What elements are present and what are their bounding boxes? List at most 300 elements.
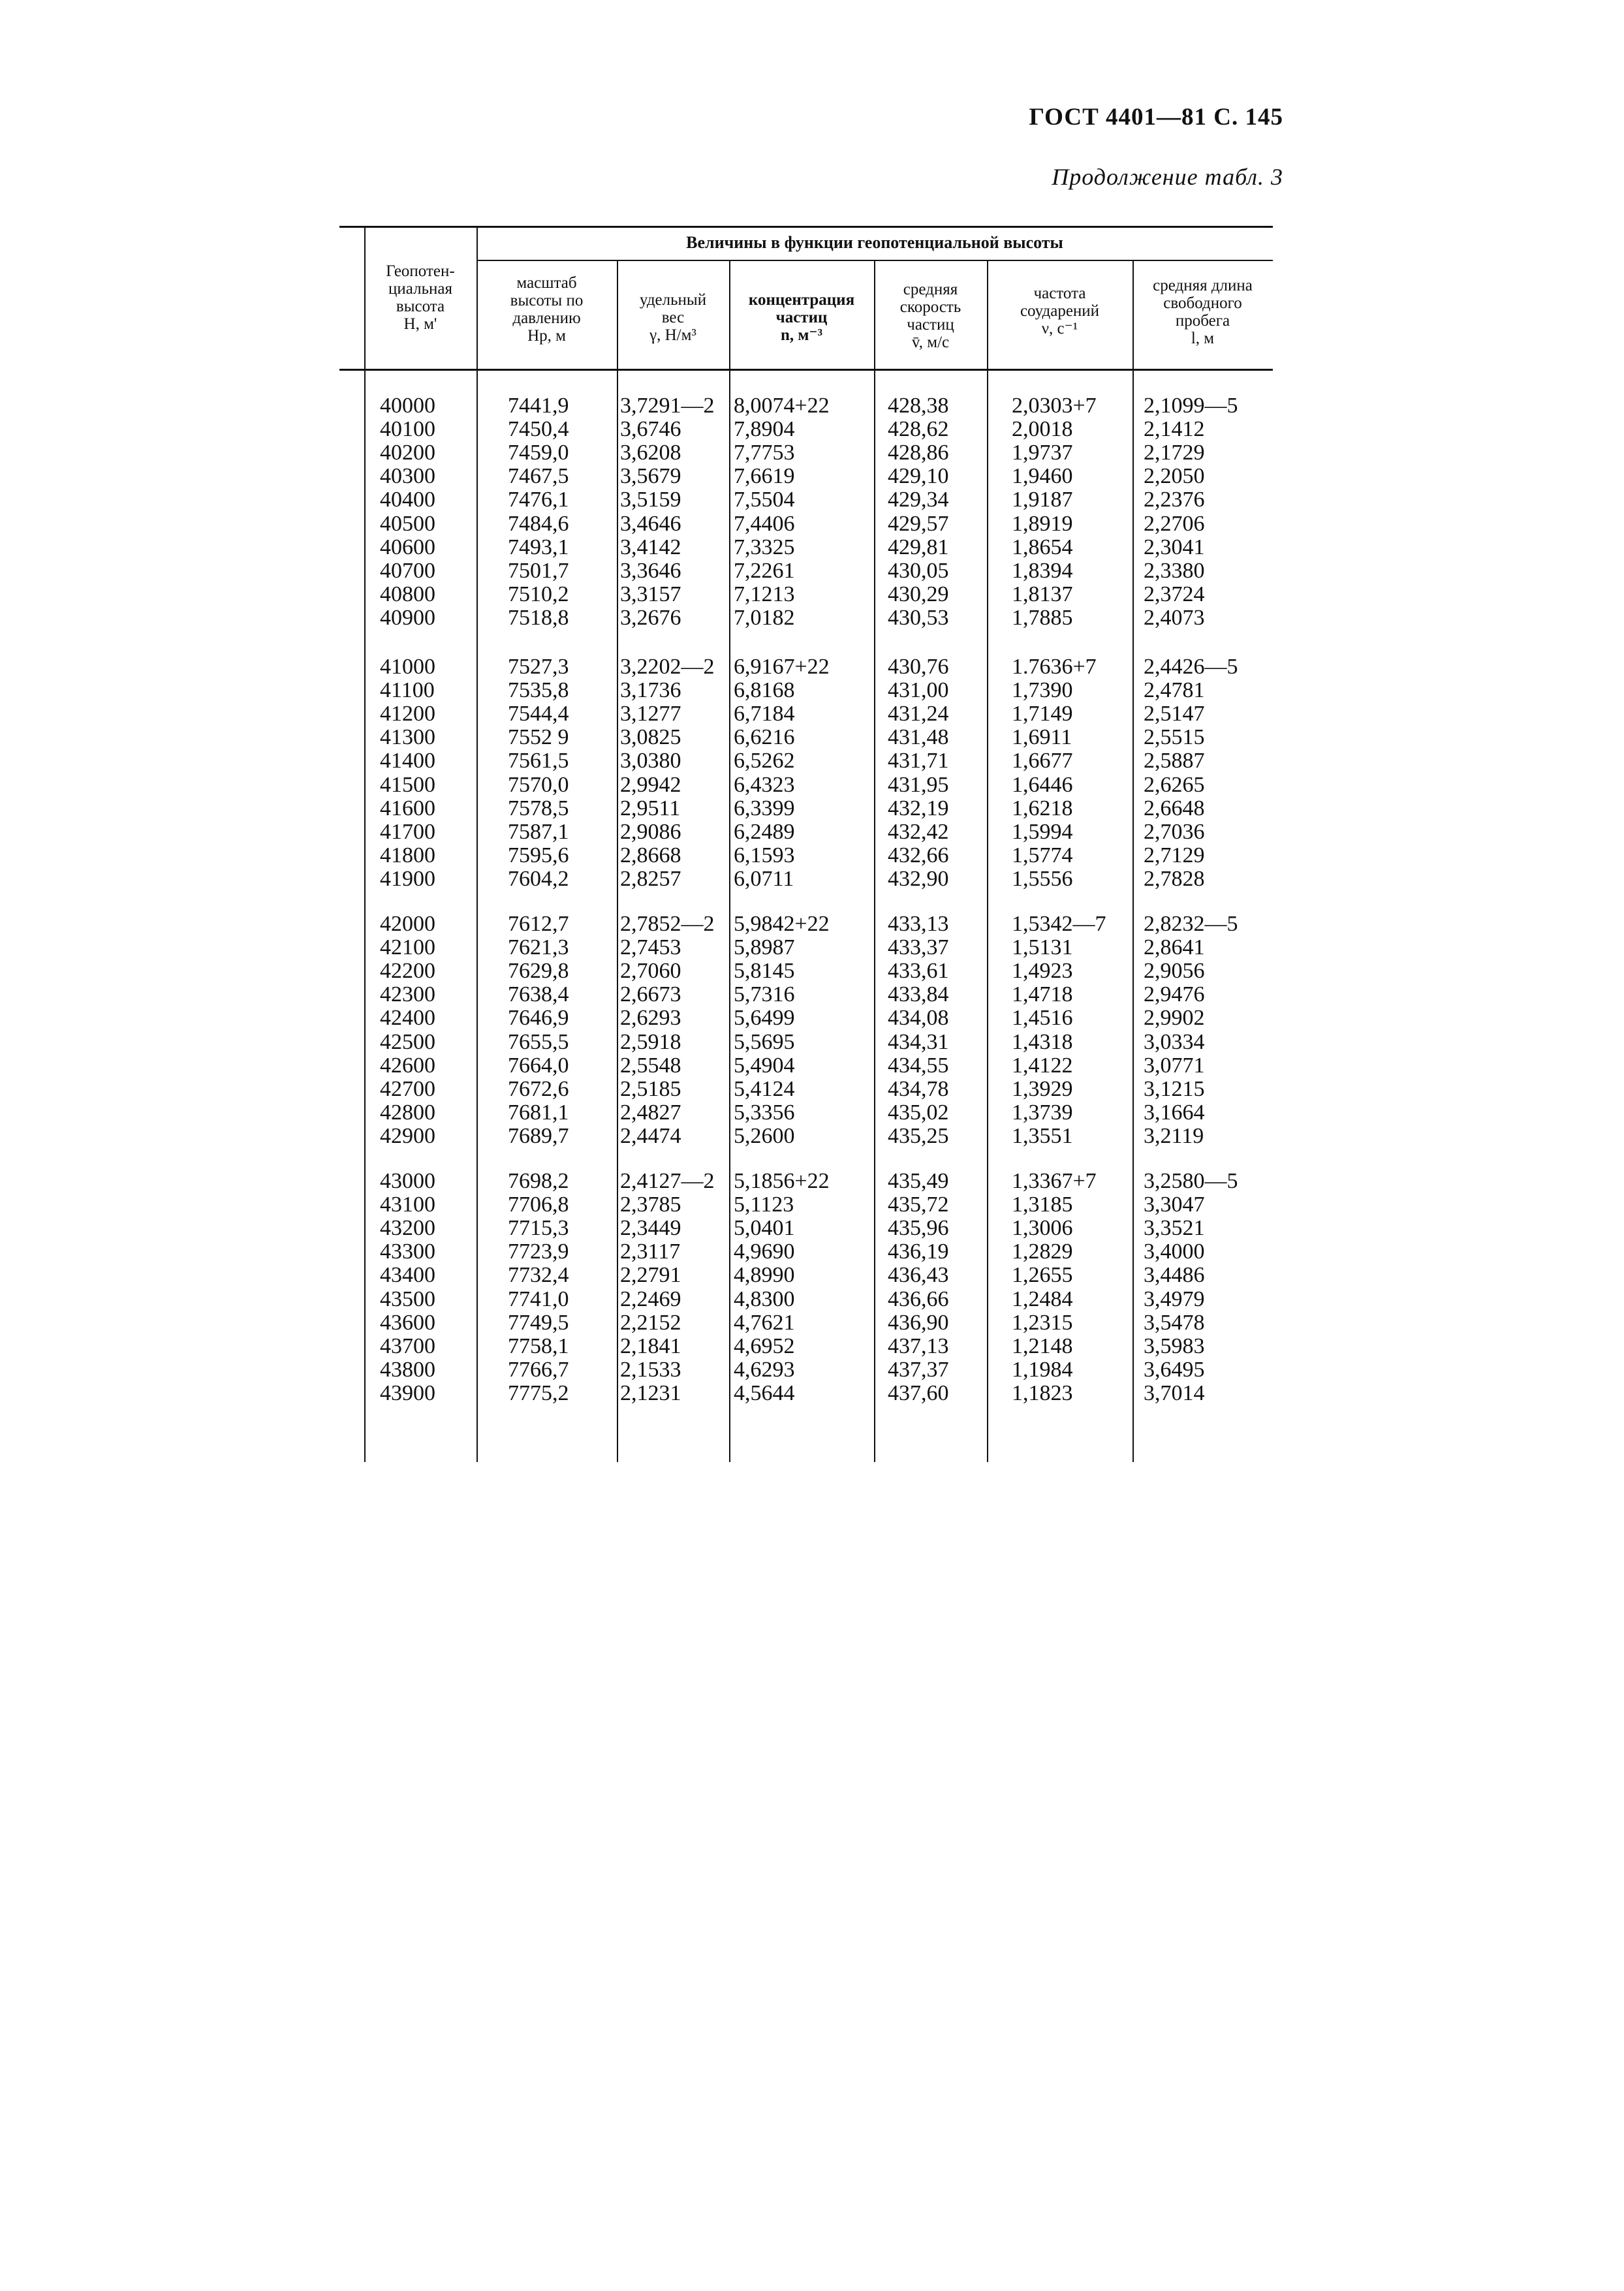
table-cell: 2,5887 [1144, 749, 1205, 773]
column-header [367, 262, 474, 333]
table-cell: 43000 [380, 1169, 435, 1193]
table-cell: 2,0018 [1012, 417, 1073, 442]
table-cell: 1,6218 [1012, 796, 1073, 820]
table-cell: 7501,7 [508, 558, 569, 583]
table-cell: 7535,8 [508, 678, 569, 703]
table-cell: 1,2655 [1012, 1263, 1073, 1288]
table-cell: 43200 [380, 1216, 435, 1241]
table-cell: 435,49 [888, 1169, 949, 1193]
table-cell: 2,7453 [620, 935, 681, 960]
table-cell: 7741,0 [508, 1286, 569, 1311]
table-cell: 7732,4 [508, 1263, 569, 1288]
table-cell: 7766,7 [508, 1357, 569, 1382]
table-cell: 2,3117 [620, 1239, 681, 1264]
table-cell: 432,42 [888, 819, 949, 844]
column-header-line: пробега [1175, 312, 1230, 330]
table-cell: 3,4486 [1144, 1263, 1205, 1288]
table-cell: 40600 [380, 535, 435, 559]
column-header-line: удельный [639, 291, 707, 309]
table-cell: 5,6499 [734, 1006, 795, 1031]
table-cell: 7612,7 [508, 912, 569, 936]
table-cell: 429,34 [888, 488, 949, 512]
table-cell: 7672,6 [508, 1076, 569, 1101]
table-cell: 7,5504 [734, 488, 795, 512]
table-cell: 433,37 [888, 935, 949, 960]
table-cell: 2,2706 [1144, 511, 1205, 536]
table-cell: 3,7014 [1144, 1380, 1205, 1405]
table-cell: 2,3785 [620, 1192, 681, 1217]
table-cell: 7604,2 [508, 866, 569, 891]
column-header-line: средняя длина [1153, 277, 1253, 294]
table-cell: 5,8145 [734, 959, 795, 984]
table-cell: 7,2261 [734, 558, 795, 583]
column-header-line: свободного [1163, 294, 1242, 312]
table-cell: 43300 [380, 1239, 435, 1264]
table-cell: 2,5918 [620, 1029, 681, 1054]
table-cell: 3,3646 [620, 558, 681, 583]
table-cell: 2,9056 [1144, 959, 1205, 984]
table-cell: 41800 [380, 843, 435, 867]
table-cell: 7646,9 [508, 1006, 569, 1031]
column-header-line: вес [661, 309, 685, 326]
column-divider [364, 226, 366, 1462]
table-cell: 5,9842+22 [734, 912, 830, 936]
column-header-line: скорость [899, 298, 961, 316]
table-cell: 1,7885 [1012, 605, 1073, 630]
column-divider [617, 260, 618, 1462]
table-cell: 1,4318 [1012, 1029, 1073, 1054]
table-cell: 2,3449 [620, 1216, 681, 1241]
table-cell: 428,38 [888, 394, 949, 418]
table-cell: 7,7753 [734, 441, 795, 465]
table-cell: 429,81 [888, 535, 949, 559]
table-cell: 40700 [380, 558, 435, 583]
table-cell: 429,57 [888, 511, 949, 536]
table-cell: 5,7316 [734, 982, 795, 1007]
column-header-line: частота [1033, 285, 1086, 302]
column-header-line: H, м' [403, 315, 437, 333]
table-cell: 432,66 [888, 843, 949, 867]
table-cell: 3,2676 [620, 605, 681, 630]
table-cell: 2,7129 [1144, 843, 1205, 867]
table-cell: 40300 [380, 464, 435, 489]
table-cell: 437,37 [888, 1357, 949, 1382]
table-cell: 4,8990 [734, 1263, 795, 1288]
table-cell: 2,6673 [620, 982, 681, 1007]
table-cell: 436,19 [888, 1239, 949, 1264]
table-cell: 3,4000 [1144, 1239, 1205, 1264]
table-cell: 2,8232—5 [1144, 912, 1238, 936]
table-cell: 433,61 [888, 959, 949, 984]
table-cell: 7638,4 [508, 982, 569, 1007]
table-cell: 2,2469 [620, 1286, 681, 1311]
table-cell: 3,6208 [620, 441, 681, 465]
table-cell: 3,2580—5 [1144, 1169, 1238, 1193]
column-divider [476, 226, 478, 1462]
column-header-line: средняя [903, 281, 958, 298]
table-cell: 1,3185 [1012, 1192, 1073, 1217]
table-cell: 1,6446 [1012, 772, 1073, 797]
table-cell: 6,4323 [734, 772, 795, 797]
table-cell: 1,7149 [1012, 702, 1073, 726]
table-cell: 437,13 [888, 1333, 949, 1358]
table-cell: 3,4142 [620, 535, 681, 559]
table-cell: 1,5342—7 [1012, 912, 1106, 936]
column-divider [987, 260, 988, 1462]
table-cell: 43100 [380, 1192, 435, 1217]
column-header [877, 281, 984, 351]
table-cell: 1,4718 [1012, 982, 1073, 1007]
table-cell: 2,4127—2 [620, 1169, 715, 1193]
table-cell: 2,7852—2 [620, 912, 715, 936]
table-cell: 2,0303+7 [1012, 394, 1097, 418]
column-header-line: ν, с⁻¹ [1041, 320, 1078, 337]
table-cell: 430,53 [888, 605, 949, 630]
table-cell: 1,4122 [1012, 1053, 1073, 1078]
table-cell: 1,3929 [1012, 1076, 1073, 1101]
column-header-line: n, м⁻³ [780, 326, 823, 344]
table-cell: 41200 [380, 702, 435, 726]
table-cell: 3,5159 [620, 488, 681, 512]
table-cell: 41300 [380, 725, 435, 750]
table-cell: 2,5515 [1144, 725, 1205, 750]
table-cell: 3,0380 [620, 749, 681, 773]
table-cell: 43400 [380, 1263, 435, 1288]
table-cell: 434,31 [888, 1029, 949, 1054]
table-cell: 43800 [380, 1357, 435, 1382]
column-header-line: γ, Н/м³ [649, 326, 696, 344]
table-cell: 1,8919 [1012, 511, 1073, 536]
table-cell: 7,1213 [734, 582, 795, 606]
table-cell: 428,62 [888, 417, 949, 442]
table-cell: 8,0074+22 [734, 394, 830, 418]
table-cell: 7,8904 [734, 417, 795, 442]
table-cell: 7698,2 [508, 1169, 569, 1193]
table-cell: 433,13 [888, 912, 949, 936]
table-cell: 42400 [380, 1006, 435, 1031]
table-cell: 41400 [380, 749, 435, 773]
table-cell: 40500 [380, 511, 435, 536]
table-cell: 1,9460 [1012, 464, 1073, 489]
table-cell: 7510,2 [508, 582, 569, 606]
table-cell: 431,00 [888, 678, 949, 703]
table-cell: 7450,4 [508, 417, 569, 442]
table-cell: 1,4516 [1012, 1006, 1073, 1031]
column-header-line: Геопотен- [386, 262, 455, 280]
table-cell: 1.7636+7 [1012, 655, 1097, 679]
table-cell: 43700 [380, 1333, 435, 1358]
table-cell: 4,7621 [734, 1310, 795, 1335]
table-cell: 1,3006 [1012, 1216, 1073, 1241]
table-cell: 2,9942 [620, 772, 681, 797]
table-cell: 436,66 [888, 1286, 949, 1311]
table-cell: 42500 [380, 1029, 435, 1054]
table-cell: 1,2148 [1012, 1333, 1073, 1358]
table-cell: 2,2376 [1144, 488, 1205, 512]
table-cell: 434,78 [888, 1076, 949, 1101]
table-cell: 6,1593 [734, 843, 795, 867]
table-cell: 1,2829 [1012, 1239, 1073, 1264]
table-cell: 7518,8 [508, 605, 569, 630]
table-cell: 6,5262 [734, 749, 795, 773]
table-cell: 3,5679 [620, 464, 681, 489]
table-cell: 1,5131 [1012, 935, 1073, 960]
table-cell: 5,1856+22 [734, 1169, 830, 1193]
column-header-line: v̄, м/с [911, 334, 950, 351]
table-cell: 435,72 [888, 1192, 949, 1217]
table-top-rule [339, 226, 1273, 228]
table-cell: 1,4923 [1012, 959, 1073, 984]
table-cell: 430,29 [888, 582, 949, 606]
table-cell: 430,05 [888, 558, 949, 583]
table-cell: 7,4406 [734, 511, 795, 536]
table-cell: 3,5983 [1144, 1333, 1205, 1358]
table-cell: 4,6293 [734, 1357, 795, 1382]
table-cell: 1,3739 [1012, 1100, 1073, 1125]
table-cell: 5,2600 [734, 1123, 795, 1148]
table-cell: 1,1984 [1012, 1357, 1073, 1382]
table-cell: 1,5994 [1012, 819, 1073, 844]
table-cell: 431,24 [888, 702, 949, 726]
table-cell: 7570,0 [508, 772, 569, 797]
table-cell: 6,8168 [734, 678, 795, 703]
table-cell: 3,7291—2 [620, 394, 715, 418]
table-cell: 40400 [380, 488, 435, 512]
column-divider [874, 260, 875, 1462]
table-cell: 7587,1 [508, 819, 569, 844]
table-cell: 2,6293 [620, 1006, 681, 1031]
table-cell: 7595,6 [508, 843, 569, 867]
table-cell: 7775,2 [508, 1380, 569, 1405]
table-cell: 2,6648 [1144, 796, 1205, 820]
table-cell: 1,7390 [1012, 678, 1073, 703]
table-cell: 435,96 [888, 1216, 949, 1241]
table-cell: 7467,5 [508, 464, 569, 489]
table-cell: 7621,3 [508, 935, 569, 960]
column-header [619, 291, 726, 344]
table-cell: 40200 [380, 441, 435, 465]
table-cell: 3,0825 [620, 725, 681, 750]
table-cell: 6,0711 [734, 866, 794, 891]
table-cell: 1,1823 [1012, 1380, 1073, 1405]
table-cell: 2,4426—5 [1144, 655, 1238, 679]
table-cell: 1,2315 [1012, 1310, 1073, 1335]
table-cell: 41000 [380, 655, 435, 679]
table-cell: 7706,8 [508, 1192, 569, 1217]
table-cell: 2,5548 [620, 1053, 681, 1078]
table-cell: 431,48 [888, 725, 949, 750]
table-cell: 436,43 [888, 1263, 949, 1288]
table-cell: 3,4646 [620, 511, 681, 536]
table-cell: 40100 [380, 417, 435, 442]
table-cell: 2,5147 [1144, 702, 1205, 726]
table-cell: 2,4781 [1144, 678, 1205, 703]
table-cell: 1,3551 [1012, 1123, 1073, 1148]
table-cell: 7544,4 [508, 702, 569, 726]
table-cell: 6,6216 [734, 725, 795, 750]
table-cell: 6,2489 [734, 819, 795, 844]
table-cell: 7,6619 [734, 464, 795, 489]
table-cell: 3,6495 [1144, 1357, 1205, 1382]
table-cell: 7484,6 [508, 511, 569, 536]
column-header-line: масштаб [516, 274, 577, 292]
table-cell: 41600 [380, 796, 435, 820]
table-cell: 5,4124 [734, 1076, 795, 1101]
table-cell: 5,0401 [734, 1216, 795, 1241]
column-header [479, 274, 614, 345]
table-cell: 1,9737 [1012, 441, 1073, 465]
table-cell: 2,2791 [620, 1263, 681, 1288]
table-cell: 434,55 [888, 1053, 949, 1078]
table-cell: 3,3157 [620, 582, 681, 606]
table-cell: 2,1231 [620, 1380, 681, 1405]
table-cell: 7664,0 [508, 1053, 569, 1078]
table-cell: 2,7036 [1144, 819, 1205, 844]
table-cell: 2,8257 [620, 866, 681, 891]
table-cell: 2,1533 [620, 1357, 681, 1382]
table-cell: 1,6677 [1012, 749, 1073, 773]
column-header-line: давлению [512, 309, 581, 327]
table-cell: 41100 [380, 678, 435, 703]
column-header-line: циальная [388, 280, 452, 298]
table-cell: 5,5695 [734, 1029, 795, 1054]
table-cell: 2,2050 [1144, 464, 1205, 489]
table-cell: 3,2119 [1144, 1123, 1204, 1148]
table-cell: 3,1664 [1144, 1100, 1205, 1125]
table-cell: 7441,9 [508, 394, 569, 418]
table-cell: 7527,3 [508, 655, 569, 679]
table-cell: 43600 [380, 1310, 435, 1335]
table-cell: 7459,0 [508, 441, 569, 465]
table-cell: 4,9690 [734, 1239, 795, 1264]
table-cell: 5,8987 [734, 935, 795, 960]
table-cell: 7578,5 [508, 796, 569, 820]
table-cell: 7723,9 [508, 1239, 569, 1264]
table-cell: 434,08 [888, 1006, 949, 1031]
table-cell: 5,4904 [734, 1053, 795, 1078]
table-cell: 1,2484 [1012, 1286, 1073, 1311]
table-cell: 6,9167+22 [734, 655, 830, 679]
table-cell: 7681,1 [508, 1100, 569, 1125]
table-cell: 1,9187 [1012, 488, 1073, 512]
table-cell: 42700 [380, 1076, 435, 1101]
table-cell: 41500 [380, 772, 435, 797]
table-cell: 7552 9 [508, 725, 569, 750]
table-cell: 7476,1 [508, 488, 569, 512]
table-cell: 3,1736 [620, 678, 681, 703]
table-cell: 40900 [380, 605, 435, 630]
table-cell: 7715,3 [508, 1216, 569, 1241]
column-header-line: частиц [775, 309, 828, 326]
column-header [1135, 277, 1270, 347]
table-cell: 42100 [380, 935, 435, 960]
table-cell: 2,7828 [1144, 866, 1205, 891]
table-cell: 41700 [380, 819, 435, 844]
table-cell: 431,71 [888, 749, 949, 773]
column-header-line: высоты по [510, 292, 584, 309]
table-cell: 2,1729 [1144, 441, 1205, 465]
table-cell: 4,5644 [734, 1380, 795, 1405]
table-cell: 3,3047 [1144, 1192, 1205, 1217]
table-cell: 2,8641 [1144, 935, 1205, 960]
table-cell: 42200 [380, 959, 435, 984]
column-header [732, 291, 871, 344]
table-cell: 7689,7 [508, 1123, 569, 1148]
table-cell: 1,8137 [1012, 582, 1073, 606]
column-header-line: высота [396, 298, 445, 315]
table-cell: 7629,8 [508, 959, 569, 984]
table-cell: 2,1412 [1144, 417, 1205, 442]
table-cell: 2,9476 [1144, 982, 1205, 1007]
table-cell: 6,3399 [734, 796, 795, 820]
table-cell: 40800 [380, 582, 435, 606]
table-continuation-label: Продолжение табл. 3 [1052, 164, 1283, 190]
table-cell: 3,2202—2 [620, 655, 715, 679]
table-cell: 7,3325 [734, 535, 795, 559]
table-cell: 7655,5 [508, 1029, 569, 1054]
table-cell: 429,10 [888, 464, 949, 489]
page-header: ГОСТ 4401—81 С. 145 [1029, 104, 1283, 131]
table-cell: 6,7184 [734, 702, 795, 726]
table-cell: 4,8300 [734, 1286, 795, 1311]
table-cell: 4,6952 [734, 1333, 795, 1358]
table-cell: 431,95 [888, 772, 949, 797]
table-cell: 7758,1 [508, 1333, 569, 1358]
column-header-line: l, м [1191, 330, 1215, 347]
table-cell: 2,2152 [620, 1310, 681, 1335]
table-cell: 2,1099—5 [1144, 394, 1238, 418]
table-cell: 5,1123 [734, 1192, 794, 1217]
table-cell: 42900 [380, 1123, 435, 1148]
table-cell: 2,7060 [620, 959, 681, 984]
table-cell: 41900 [380, 866, 435, 891]
table-cell: 433,84 [888, 982, 949, 1007]
table-cell: 3,4979 [1144, 1286, 1205, 1311]
table-cell: 2,1841 [620, 1333, 681, 1358]
table-cell: 7749,5 [508, 1310, 569, 1335]
column-header [990, 285, 1130, 337]
table-cell: 3,3521 [1144, 1216, 1205, 1241]
table-cell: 40000 [380, 394, 435, 418]
table-cell: 43900 [380, 1380, 435, 1405]
table-cell: 7493,1 [508, 535, 569, 559]
table-cell: 3,0334 [1144, 1029, 1205, 1054]
table-cell: 43500 [380, 1286, 435, 1311]
table-cell: 2,8668 [620, 843, 681, 867]
table-cell: 1,5556 [1012, 866, 1073, 891]
table-cell: 436,90 [888, 1310, 949, 1335]
table-cell: 2,9086 [620, 819, 681, 844]
table-cell: 7561,5 [508, 749, 569, 773]
table-cell: 432,19 [888, 796, 949, 820]
table-cell: 2,5185 [620, 1076, 681, 1101]
table-cell: 1,8654 [1012, 535, 1073, 559]
column-header-line: частиц [907, 316, 954, 334]
table-cell: 2,9511 [620, 796, 681, 820]
table-cell: 2,9902 [1144, 1006, 1205, 1031]
table-cell: 7,0182 [734, 605, 795, 630]
table-cell: 1,8394 [1012, 558, 1073, 583]
column-header-line: концентрация [748, 291, 855, 309]
table-cell: 2,6265 [1144, 772, 1205, 797]
table-cell: 3,1277 [620, 702, 681, 726]
table-cell: 42800 [380, 1100, 435, 1125]
table-cell: 3,1215 [1144, 1076, 1205, 1101]
column-header-line: Hр, м [527, 327, 566, 345]
table-cell: 5,3356 [734, 1100, 795, 1125]
table-cell: 1,5774 [1012, 843, 1073, 867]
table-cell: 42000 [380, 912, 435, 936]
